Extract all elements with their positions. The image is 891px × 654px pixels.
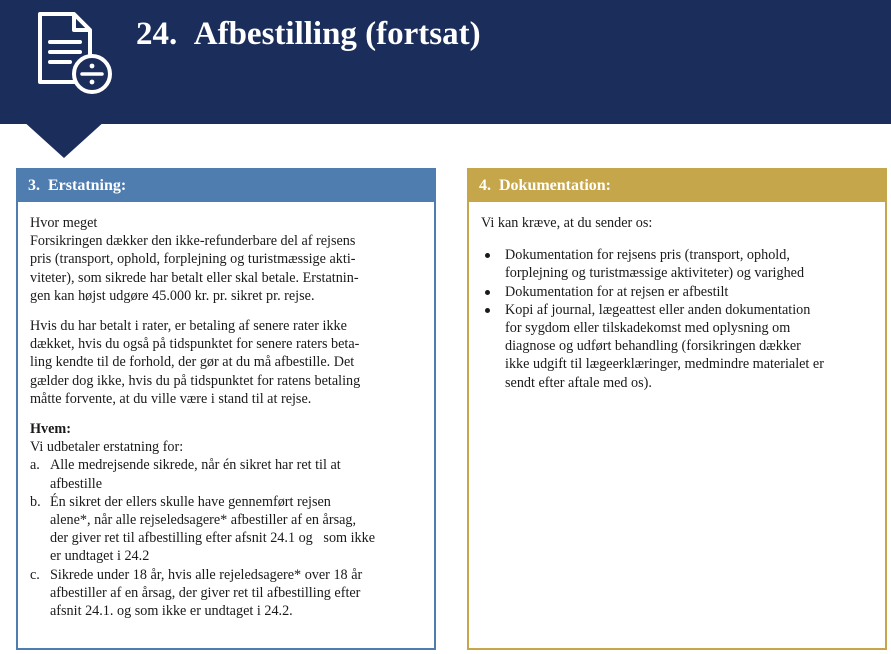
documentation-body (469, 202, 885, 392)
page-title: 24. Afbestilling (fortsat) (136, 16, 481, 52)
text-line: ling kendte til de forhold, der gør at du må afbestille. Det (30, 354, 355, 371)
list-item (30, 493, 422, 566)
compensation-heading: 3. Erstatning: (18, 170, 434, 202)
text-line: ikke udgift til lægeerklæringer, medmindre materialet er (505, 356, 824, 373)
bullet-icon (485, 308, 490, 313)
text-line: Sikrede under 18 år, hvis alle rejeledsagere* over 18 år (50, 566, 363, 583)
installments-paragraph (30, 317, 422, 408)
text-line: for sygdom eller tilskadekomst med oplysning om (505, 320, 791, 337)
text-line: pris (transport, ophold, forplejning og turistmæssige akti- (30, 251, 356, 268)
text-line: Dokumentation for at rejsen er afbestilt (505, 283, 729, 300)
text-line: måtte forvente, at du ville være i stand til at rejse. (30, 390, 312, 407)
documentation-heading: 4. Dokumentation: (469, 170, 885, 202)
who-heading: Hvem: (30, 421, 71, 438)
who-list (30, 456, 422, 620)
list-item (30, 566, 422, 621)
text-line: afsnit 24.1. og som ikke er undtaget i 24.2. (50, 603, 293, 620)
text-line: Alle medrejsende sikrede, når én sikret har ret til at (50, 457, 341, 474)
text-line: Hvor meget (30, 215, 98, 231)
text-line: Kopi af journal, lægeattest eller anden dokumentation (505, 301, 811, 318)
text-line: diagnose og udført behandling (forsikringen dækker (505, 338, 801, 355)
text-line: Dokumentation for rejsens pris (transport, ophold, (505, 247, 790, 264)
text-line: gælder dog ikke, hvis du på tidspunktet for ratens betaling (30, 372, 361, 389)
documentation-intro: Vi kan kræve, at du sender os: (481, 215, 653, 231)
text-line: alene*, når alle rejseledsagere* afbestiller af en årsag, (50, 512, 357, 529)
list-label: c. (30, 566, 40, 583)
bullet-icon (485, 290, 490, 295)
how-much-paragraph (30, 214, 422, 305)
list-item (30, 456, 422, 492)
list-item (481, 301, 873, 392)
list-item (481, 246, 873, 282)
text-line: afbestille (50, 475, 102, 492)
text-line: Hvis du har betalt i rater, er betaling af senere rater ikke (30, 318, 347, 335)
text-line: der giver ret til afbestilling efter afsnit 24.1 og som ikke (50, 530, 376, 547)
text-line: afbestiller af en årsag, der giver ret til afbestilling efter (50, 584, 361, 601)
compensation-body (18, 202, 434, 620)
list-item (481, 283, 873, 301)
list-label: b. (30, 493, 41, 510)
text-line: gen kan højst udgøre 45.000 kr. pr. sikret pr. rejse. (30, 287, 315, 304)
compensation-box (16, 168, 436, 650)
document-divide-icon (34, 10, 114, 100)
text-line: forplejning og turistmæssige aktiviteter) og varighed (505, 265, 805, 282)
text-line: Én sikret der ellers skulle have gennemført rejsen (50, 493, 331, 510)
list-label: a. (30, 457, 40, 474)
header-notch (22, 120, 106, 158)
text-line: sendt efter aftale med os). (505, 374, 652, 391)
documentation-list (481, 246, 873, 392)
text-line: viteter), som sikrede har betalt eller skal betale. Erstatnin- (30, 269, 359, 286)
who-intro: Vi udbetaler erstatning for: (30, 439, 184, 456)
text-line: Forsikringen dækker den ikke-refunderbare del af rejsens (30, 233, 356, 250)
documentation-box (467, 168, 887, 650)
text-line: er undtaget i 24.2 (50, 548, 150, 565)
text-line: dækket, hvis du også på tidspunktet for senere raters beta- (30, 336, 360, 353)
page-header (0, 0, 891, 124)
bullet-icon (485, 253, 490, 258)
